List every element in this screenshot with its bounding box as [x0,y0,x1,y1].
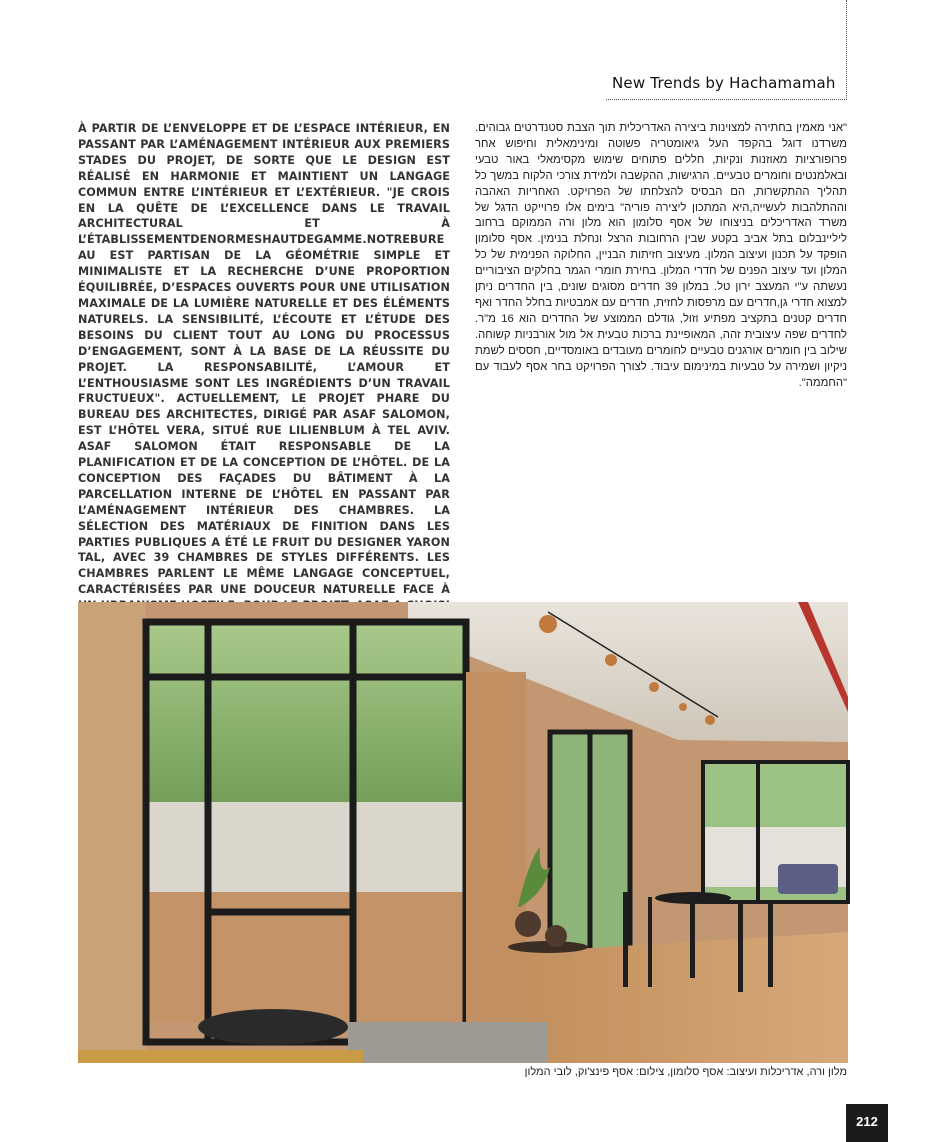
running-header: New Trends by Hachamamah [612,74,836,92]
hotel-lobby-photo [78,602,848,1063]
french-article-column: À PARTIR DE L’ENVELOPPE ET DE L’ESPACE INTÉRIEUR, EN PASSANT PAR L’AMÉNAGEMENT INTÉRIEUR AUX PREMIERS STADES DU PROJET, DE SORTE QUE LE DESIGN EST RÉALISÉ EN HARMONIE ET MAINTIENT UN LANGAGE COMMUN ENTRE L’INTÉRIEUR ET L’EXTÉRIEUR. "JE CROIS EN LA QUÊTE DE L’EXCELLENCE DANS LE TRAVAIL ARCHITECTURAL ET À L’ÉTABLISSEMENTDENORMESHAUTDEGAMME.NOTREBUREAU EST PARTISAN DE LA GÉOMÉTRIE SIMPLE ET MINIMALISTE ET LA RECHERCHE D’UNE PROPORTION ÉQUILIBRÉE, D’ESPACES OUVERTS POUR UNE UTILISATION MAXIMALE DE LA LUMIÈRE NATURELLE ET DES ÉLÉMENTS NATURELS. LA SENSIBILITÉ, L’ÉCOUTE ET L’ÉTUDE DES BESOINS DU CLIENT TOUT AU LONG DU PROCESSUS D’ENGAGEMENT, SONT À LA BASE DE LA RÉUSSITE DU PROJET. LA RESPONSABILITÉ, L’AMOUR ET L’ENTHOUSIASME SONT LES INGRÉDIENTS D’UN TRAVAIL FRUCTUEUX". ACTUELLEMENT, LE PROJET PHARE DU BUREAU DES ARCHITECTES, DIRIGÉ PAR ASAF SALOMON, EST L’HÔTEL VERA, SITUÉ RUE LILIENBLUM À TEL AVIV. ASAF SALOMON ÉTAIT RESPONSABLE DE LA PLANIFICATION ET DE LA CONCEPTION DE L’HÔTEL. DE LA CONCEPTION DES FAÇADES DU BÂTIMENT À LA PARCELLATION INTERNE DE L’HÔTEL EN PASSANT PAR L’AMÉNAGEMENT INTÉRIEUR DES CHAMBRES. LA SÉLECTION DES MATÉRIAUX DE FINITION DANS LES PARTIES PUBLIQUES A ÉTÉ LE FRUIT DU DESIGNER YARON TAL, AVEC 39 CHAMBRES DE STYLES DIFFÉRENTS. LES CHAMBRES PARLENT LE MÊME LANGAGE CONCEPTUEL, CARACTÉRISÉES PAR UNE DOUCEUR NATURELLE FACE À [78,122,450,597]
hebrew-article-column: "אני מאמין בחתירה למצוינות ביצירה האדריכלית תוך הצבת סטנדרטים גבוהים. משרדנו דוגל בהקפד העל גיאומטריה פשוטה ומינימאלית וחיפוש אחר פרופורציות מאוזנות ונקיות, חללים פתוחים שימוש מקסימאלי באור טבעי ובאלמנטים וחומרים טבעיים. הרגישות, ההקשבה ולמידת צורכי הלקוח במשך כל תהליך ההתקשרות, הם הבסיס להצלחתו של הפרויקט. האחריות האהבה וההתלהבות לעשייה,היא המתכון ליצירה פוריה" בימים אלו פרוייקט הדגל של משרד האדריכלים בניצוחו של אסף סלומון הוא מלון ורה הממוקם ברחוב ליליינבלום בתל אביב בקטע שבין הרחובות הרצל ונחלת בנימין. אסף סלומון הופקד על תכנון ועיצוב המלון. מעיצוב חזיתות הבניין, החלוקה הפנימית של כל המלון ועד עיצוב הפנים של חדרי המלון. בחירת חומרי הגמר בחלקים הציבוריים נעשתה ע"י המעצב ירון טל. במלון 39 חדרים מסוגים שונים, בין החדרים ניתן למצוא חדרי גן,חדרים עם מרפסות לחזית, חדרים עם אמבטיות בחלל החדר ואף חדרים קטנים בתקציב מפתיע וזול, גודלם הממוצע של החדרים הוא 16 מ"ר. לחדרים שפה עיצובית זהה, המאופיינת ברכות טבעית אל מול אורבניות קשוחה. שילוב בין חומרים אורגנים טבעיים לחומרים מעובדים באומסדיים, חססים לשמת ניקיון ושמירה על טבעיות במינימום עיבוד. לצורך הפרויקט בחר אסף לעבוד עם "החממה". [475,122,847,389]
page-number: 212 [846,1104,888,1142]
header-rule-horizontal [606,99,847,100]
photo-caption: מלון ורה, אדריכלות ועיצוב: אסף סלומון, צילום: אסף פינצ'וק, לובי המלון [524,1066,847,1078]
header-rule-vertical [846,0,847,100]
